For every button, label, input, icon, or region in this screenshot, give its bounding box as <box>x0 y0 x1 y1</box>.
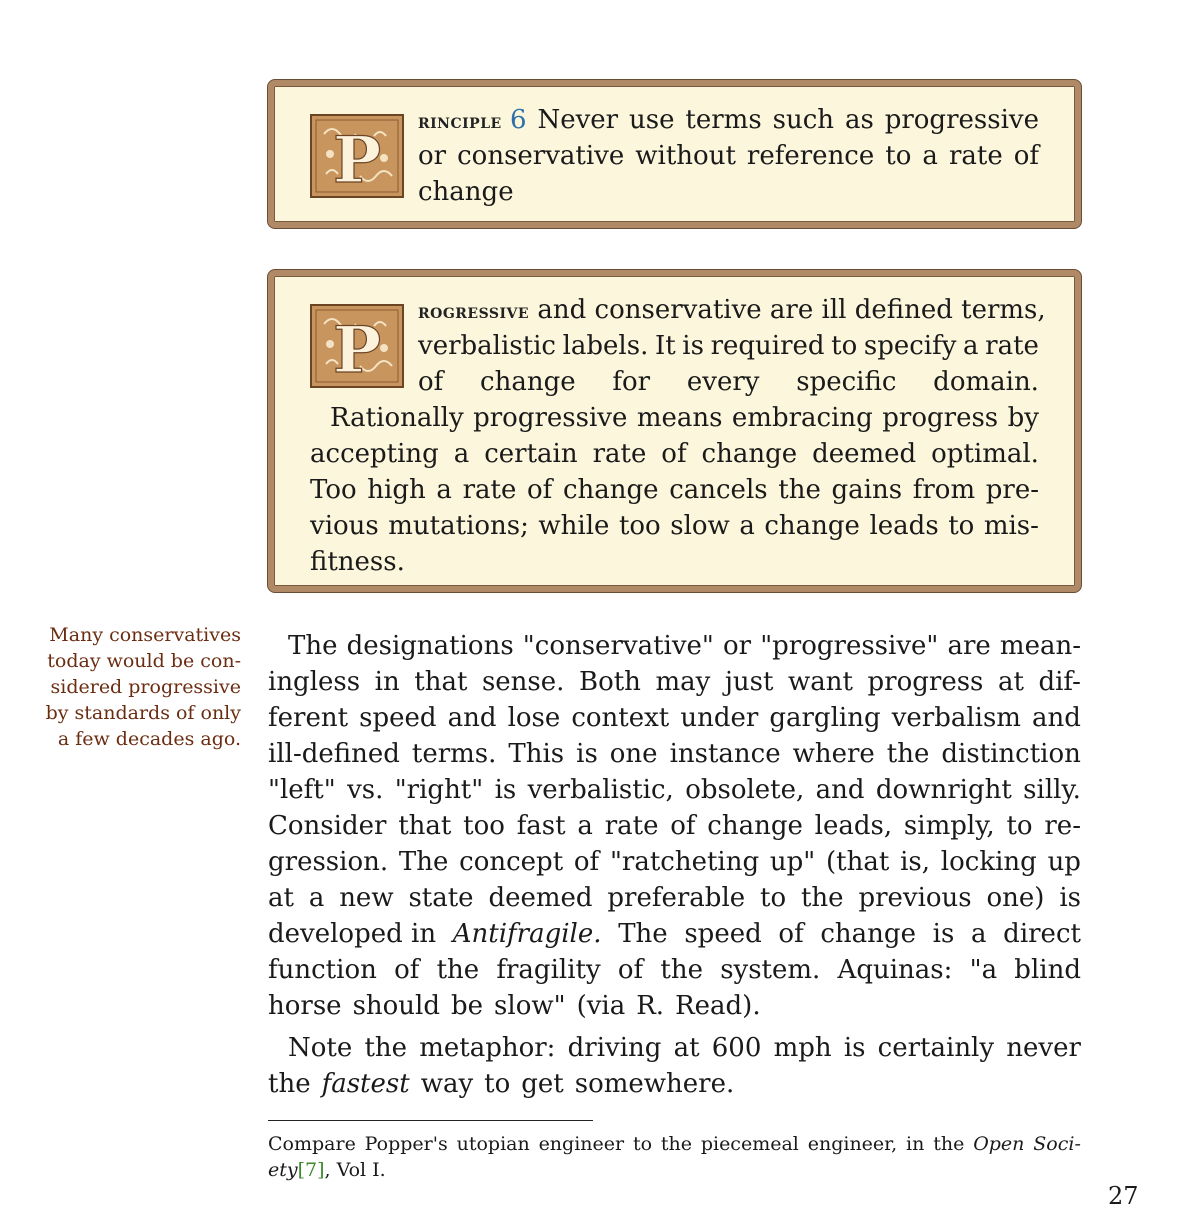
word: The <box>398 847 449 877</box>
word: optimal. <box>931 439 1039 469</box>
word: concept <box>459 847 564 877</box>
word: "a <box>969 955 998 985</box>
word: R. <box>636 991 665 1021</box>
word: piecemeal <box>700 1133 799 1155</box>
word: fitness. <box>310 547 405 577</box>
word: rate <box>604 811 659 841</box>
word: speed <box>359 703 437 733</box>
text-line <box>268 664 1081 700</box>
word: certainly <box>877 1033 995 1063</box>
word: means <box>636 403 723 433</box>
margin-note-line: a few decades ago. <box>57 728 241 750</box>
word: re- <box>1044 811 1081 841</box>
word: The <box>618 919 668 949</box>
text-line <box>268 700 1081 736</box>
body-text <box>268 628 1081 1102</box>
line-text: and conservative are ill defined terms, <box>529 295 1046 325</box>
word: fragility <box>496 955 601 985</box>
word: (that <box>826 847 890 877</box>
paragraph-2 <box>268 1030 1081 1102</box>
text-line <box>310 436 1039 472</box>
word: instance <box>669 739 781 769</box>
word: progressive <box>473 403 628 433</box>
text-line <box>418 328 1039 364</box>
word: Too <box>310 475 357 505</box>
word: that <box>414 667 468 697</box>
word: to <box>760 883 787 913</box>
text-line <box>310 472 1039 508</box>
word: verbalism <box>891 703 1021 733</box>
word: to <box>1006 811 1033 841</box>
word: while <box>538 511 610 541</box>
word: Rationally <box>330 403 464 433</box>
ornamental-dropcap-icon <box>310 304 404 388</box>
word: of <box>778 919 804 949</box>
word: terms. <box>411 739 497 769</box>
word: change <box>707 811 803 841</box>
word: conservative <box>457 141 625 171</box>
word: Never <box>537 105 619 135</box>
word: to <box>885 141 912 171</box>
word: labels. <box>562 331 649 361</box>
word: and <box>815 775 865 805</box>
word: the <box>364 1033 408 1063</box>
margin-note <box>0 622 241 752</box>
word: change <box>764 511 860 541</box>
word: "progressive" <box>760 631 939 661</box>
word: to <box>484 1069 511 1099</box>
word: somewhere. <box>574 1069 735 1099</box>
word: and <box>1032 703 1081 733</box>
word: of <box>617 955 644 985</box>
text-line <box>268 808 1081 844</box>
word: progress <box>882 403 999 433</box>
word: deemed <box>812 439 917 469</box>
word: of <box>527 475 553 505</box>
word: at <box>268 883 294 913</box>
word: one <box>609 739 658 769</box>
word: high <box>367 475 426 505</box>
text-line <box>418 138 1039 174</box>
word: of <box>670 811 696 841</box>
word: never <box>1006 1033 1081 1063</box>
word: cancels <box>669 475 768 505</box>
footnote <box>268 1131 1081 1183</box>
word: vious <box>310 511 379 541</box>
word: a <box>577 811 593 841</box>
word: downright <box>875 775 1012 805</box>
word: a <box>436 475 452 505</box>
word: change <box>701 439 798 469</box>
text-line <box>268 736 1081 772</box>
word: mean- <box>999 631 1081 661</box>
word: of <box>394 955 420 985</box>
word: progressive <box>884 105 1039 135</box>
progressive-box <box>268 270 1081 592</box>
word: speed <box>684 919 762 949</box>
word: utopian <box>456 1133 530 1155</box>
word: change <box>418 177 514 207</box>
word: gains <box>831 475 903 505</box>
footnote-line-1 <box>268 1131 1081 1157</box>
word: is, <box>900 847 931 877</box>
word: at <box>673 1033 700 1063</box>
word: to <box>948 511 975 541</box>
word: mis- <box>983 511 1039 541</box>
word: where <box>792 739 875 769</box>
word: of <box>573 847 600 877</box>
word: required <box>710 331 825 361</box>
word: be <box>451 991 484 1021</box>
word: use <box>629 105 675 135</box>
word: silly. <box>1023 775 1081 805</box>
word: "left" <box>268 775 336 805</box>
word: "ratcheting <box>609 847 760 877</box>
margin-note-line: Many conservatives <box>49 624 241 646</box>
word: is <box>932 919 955 949</box>
word: slow" <box>494 991 566 1021</box>
word: "right" <box>394 775 484 805</box>
word: Both <box>578 667 641 697</box>
word: simply, <box>903 811 995 841</box>
word: ferent <box>268 703 349 733</box>
dropcap-letter: P <box>332 123 382 198</box>
footnote-line-2 <box>268 1157 1081 1183</box>
text-line <box>418 364 1039 400</box>
word: "conservative" <box>522 631 714 661</box>
word: the <box>886 739 930 769</box>
word: slow <box>670 511 730 541</box>
text-line <box>268 772 1081 808</box>
word: engineer <box>538 1133 625 1155</box>
word: and <box>447 703 497 733</box>
text-line <box>268 1066 1081 1102</box>
word: up <box>1047 847 1081 877</box>
word: a <box>963 331 979 361</box>
footnote-italic: ety <box>268 1159 298 1181</box>
word: It <box>654 331 676 361</box>
word: is <box>576 739 598 769</box>
word: lose <box>507 703 561 733</box>
word: may <box>655 667 711 697</box>
word: Aquinas: <box>837 955 953 985</box>
text-line <box>310 400 1039 436</box>
text-line <box>268 916 1081 952</box>
word: embracing <box>731 403 873 433</box>
word: Antifragile. <box>452 919 602 949</box>
page-number: 27 <box>1108 1182 1139 1210</box>
text-line <box>268 1030 1081 1066</box>
word: pre- <box>985 475 1039 505</box>
word: of <box>418 367 444 397</box>
word: rate <box>985 331 1039 361</box>
margin-note-line: by standards of only <box>45 702 241 724</box>
word: the <box>268 1069 311 1099</box>
word: state <box>408 883 474 913</box>
word: This <box>508 739 565 769</box>
word: rate <box>948 141 1003 171</box>
word: is <box>1059 883 1081 913</box>
word: deemed <box>488 883 593 913</box>
word: change <box>562 475 659 505</box>
word: too <box>463 811 505 841</box>
word: the <box>778 475 821 505</box>
word: change <box>820 919 916 949</box>
word: system. <box>720 955 821 985</box>
word: that <box>398 811 452 841</box>
principle-box <box>268 80 1081 228</box>
text-line <box>310 544 1039 580</box>
word: leads, <box>814 811 893 841</box>
word: Compare <box>268 1133 356 1155</box>
text-line <box>310 292 1046 328</box>
text-line <box>418 174 1039 210</box>
word: Consider <box>268 811 387 841</box>
word: progress <box>867 667 984 697</box>
smallcaps-lead: rinciple <box>418 109 502 133</box>
word: direct <box>1003 919 1081 949</box>
word: way <box>420 1069 474 1099</box>
word: a <box>922 141 938 171</box>
word: The <box>288 631 338 661</box>
word: are <box>947 631 991 661</box>
word: is <box>843 1033 866 1063</box>
ornamental-dropcap-icon <box>310 114 404 198</box>
progressive-text <box>310 292 1046 580</box>
word: of <box>1013 141 1039 171</box>
word: want <box>788 667 853 697</box>
smallcaps-lead: rogressive <box>418 299 530 323</box>
word: or <box>418 141 447 171</box>
word: mutations; <box>388 511 529 541</box>
word: 600 <box>711 1033 762 1063</box>
principle-text <box>310 102 1039 210</box>
word: specific <box>796 367 897 397</box>
word: obsolete, <box>685 775 805 805</box>
word: ill-defined <box>268 739 400 769</box>
word: (via <box>576 991 626 1021</box>
word: of <box>661 439 687 469</box>
word: the <box>436 955 480 985</box>
margin-note-line: sidered progressive <box>50 676 241 698</box>
word: verbalistic, <box>527 775 674 805</box>
word: from <box>912 475 976 505</box>
word: fastest <box>321 1069 410 1099</box>
word: every <box>686 367 760 397</box>
word: a <box>970 919 987 949</box>
word: without <box>635 141 736 171</box>
text-line <box>418 102 1039 138</box>
word: a <box>453 439 470 469</box>
word: sense. <box>481 667 565 697</box>
word: Read). <box>675 991 761 1021</box>
word: get <box>521 1069 564 1099</box>
lead-group <box>418 102 527 138</box>
word: engineer, <box>807 1133 898 1155</box>
word: rate <box>462 475 517 505</box>
text-line <box>268 628 1081 664</box>
word: distinction <box>941 739 1081 769</box>
text-line <box>268 880 1081 916</box>
word: previous <box>858 883 972 913</box>
word: gargling <box>769 703 881 733</box>
word: Open <box>973 1133 1025 1155</box>
word: mph <box>773 1033 832 1063</box>
word: developed in <box>268 919 437 949</box>
word: reference <box>746 141 875 171</box>
citation-link[interactable]: [7] <box>297 1159 325 1181</box>
word: dif- <box>1038 667 1081 697</box>
word: fast <box>516 811 566 841</box>
word: in <box>906 1133 925 1155</box>
dropcap-letter: P <box>332 313 382 388</box>
word: up" <box>769 847 816 877</box>
word: in <box>374 667 400 697</box>
word: as <box>844 105 874 135</box>
word: the <box>933 1133 965 1155</box>
word: to <box>831 331 858 361</box>
word: verbalistic <box>418 331 556 361</box>
text-line <box>268 844 1081 880</box>
word: such <box>772 105 835 135</box>
word: Note <box>288 1033 353 1063</box>
word: function <box>268 955 377 985</box>
footnote-rule <box>268 1120 593 1121</box>
word: certain <box>484 439 578 469</box>
word: one) <box>986 883 1045 913</box>
word: change <box>480 367 576 397</box>
word: a <box>739 511 755 541</box>
word: or <box>722 631 752 661</box>
word: Soci- <box>1033 1133 1081 1155</box>
word: is <box>494 775 517 805</box>
word: a <box>308 883 325 913</box>
footnote-rest: , Vol I. <box>324 1159 386 1181</box>
text-line <box>268 952 1081 988</box>
word: preferable <box>607 883 746 913</box>
word: the <box>660 955 703 985</box>
word: to <box>632 1133 653 1155</box>
paragraph-1 <box>268 628 1081 1024</box>
word: driving <box>567 1033 662 1063</box>
word: leads <box>869 511 939 541</box>
word: domain. <box>933 367 1039 397</box>
word: new <box>339 883 394 913</box>
word: by <box>1007 403 1039 433</box>
word: blind <box>1014 955 1081 985</box>
word: horse <box>268 991 342 1021</box>
word: terms <box>685 105 762 135</box>
word: at <box>997 667 1024 697</box>
word: ingless <box>268 667 361 697</box>
margin-note-line: today would be con- <box>47 650 241 672</box>
word: is <box>682 331 704 361</box>
word: under <box>680 703 759 733</box>
word: the <box>800 883 844 913</box>
word: should <box>352 991 441 1021</box>
text-line <box>310 508 1039 544</box>
word: metaphor: <box>419 1033 556 1063</box>
principle-number: 6 <box>509 105 527 135</box>
word: Popper's <box>364 1133 448 1155</box>
word: accepting <box>310 439 439 469</box>
word: locking <box>940 847 1037 877</box>
word: designations <box>346 631 514 661</box>
text-line <box>268 988 1081 1024</box>
word: rate <box>592 439 647 469</box>
word: too <box>618 511 661 541</box>
word: the <box>660 1133 692 1155</box>
word: context <box>571 703 670 733</box>
word: for <box>612 367 651 397</box>
word: gression. <box>268 847 389 877</box>
word: vs. <box>347 775 384 805</box>
word: specify <box>863 331 957 361</box>
word: just <box>724 667 774 697</box>
